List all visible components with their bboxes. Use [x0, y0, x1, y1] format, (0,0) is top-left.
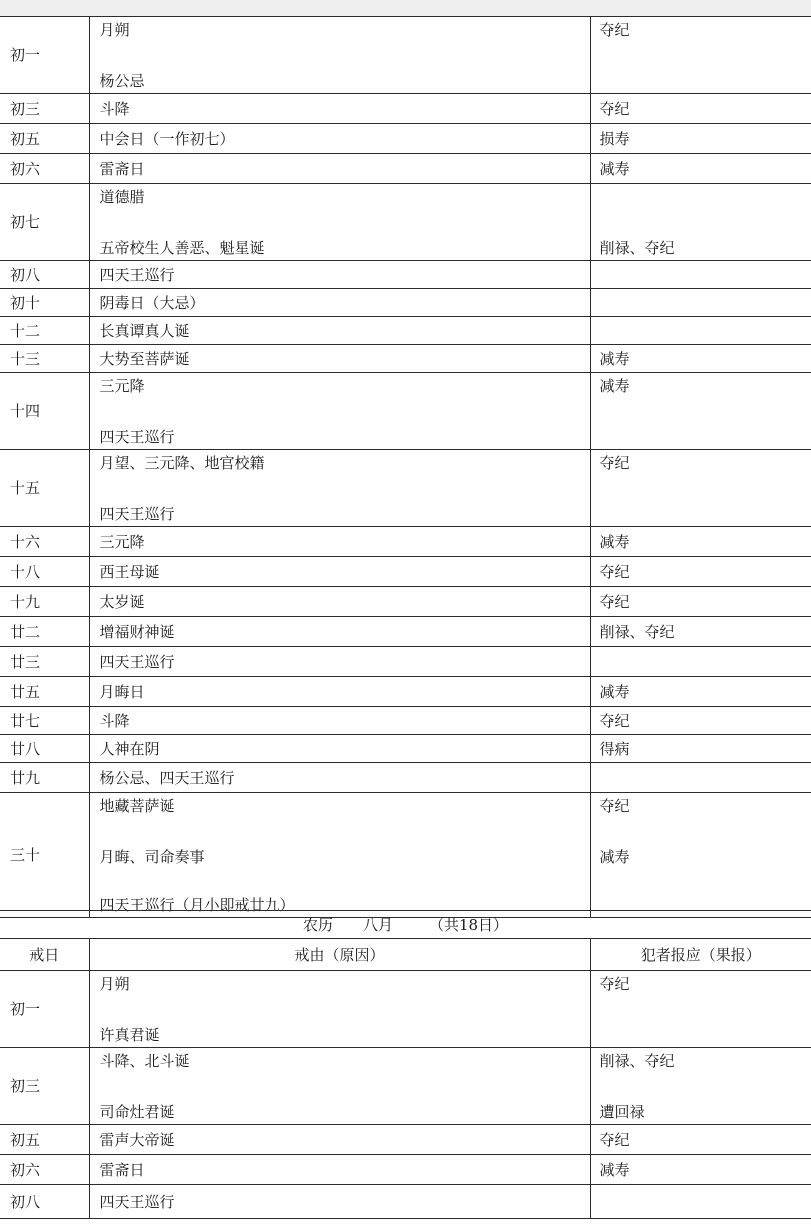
penalty-cell [590, 289, 811, 317]
penalty-line [600, 821, 811, 845]
day-cell: 廿三 [0, 647, 89, 677]
day-cell: 十八 [0, 557, 89, 587]
reason-line: 四天王巡行 [99, 265, 175, 284]
reason-line: 五帝校生人善恶、魁星诞 [99, 239, 265, 257]
reason-cell [89, 971, 590, 1048]
penalty-line [600, 69, 811, 93]
month-title-month: 八月 [362, 915, 393, 934]
penalty-line: 减寿 [599, 532, 630, 551]
table-row [0, 735, 811, 763]
penalty-cell [590, 793, 811, 918]
reason-cell [89, 557, 590, 587]
table-row [0, 261, 811, 289]
reason-line: 司命灶君诞 [99, 1103, 175, 1121]
precept-table-eighth-month [0, 910, 811, 1219]
penalty-cell [590, 677, 811, 707]
reason-line: 阴毒日（大忌） [99, 293, 205, 312]
penalty-cell [590, 317, 811, 345]
penalty-cell [590, 184, 811, 261]
penalty-line: 削禄、夺纪 [599, 239, 675, 257]
penalty-line [600, 999, 811, 1023]
penalty-cell [590, 707, 811, 735]
precept-table-prev-month [0, 16, 811, 918]
penalty-cell [590, 971, 811, 1048]
reason-line [100, 212, 590, 236]
penalty-line [600, 1023, 811, 1047]
penalty-line [600, 401, 811, 425]
table-row [0, 1048, 811, 1125]
reason-line: 四天王巡行 [99, 1192, 175, 1211]
penalty-cell [590, 735, 811, 763]
penalty-line [600, 478, 811, 502]
day-cell: 初三 [0, 1048, 89, 1125]
reason-line: 雷斋日 [99, 1160, 145, 1179]
reason-line: 四天王巡行 [99, 652, 175, 671]
penalty-cell [590, 1185, 811, 1219]
penalty-line: 夺纪 [599, 1130, 630, 1149]
day-cell: 十二 [0, 317, 89, 345]
table-row [0, 373, 811, 450]
table-row [0, 763, 811, 793]
reason-cell [89, 450, 590, 527]
reason-cell [89, 527, 590, 557]
penalty-line [600, 869, 811, 893]
table-row [0, 154, 811, 184]
penalty-line [600, 1186, 811, 1218]
reason-line: 西王母诞 [99, 562, 160, 581]
reason-cell [89, 289, 590, 317]
table-row [0, 677, 811, 707]
reason-line: 斗降、北斗诞 [99, 1052, 190, 1070]
penalty-line: 削禄、夺纪 [599, 1052, 675, 1070]
day-cell: 十三 [0, 345, 89, 373]
penalty-line [600, 45, 811, 69]
table-row [0, 707, 811, 735]
reason-line: 斗降 [99, 711, 130, 730]
reason-cell [89, 707, 590, 735]
day-cell: 初十 [0, 289, 89, 317]
reason-cell [89, 124, 590, 154]
header-day: 戒日 [0, 939, 89, 971]
penalty-cell [590, 94, 811, 124]
day-cell: 初一 [0, 17, 89, 94]
month-title-count: （共18日） [428, 915, 509, 934]
table-row [0, 345, 811, 373]
penalty-line [600, 262, 811, 288]
day-cell: 初三 [0, 94, 89, 124]
penalty-line: 削禄、夺纪 [599, 622, 675, 641]
day-cell: 十九 [0, 587, 89, 617]
day-cell: 初八 [0, 1185, 89, 1219]
day-cell: 廿九 [0, 763, 89, 793]
penalty-line [600, 648, 811, 676]
reason-line: 月朔 [99, 975, 130, 993]
table-row [0, 184, 811, 261]
penalty-line: 得病 [599, 739, 630, 758]
penalty-cell [590, 527, 811, 557]
penalty-line: 夺纪 [599, 975, 630, 993]
penalty-line: 夺纪 [599, 562, 630, 581]
table-row [0, 450, 811, 527]
reason-line: 月朔 [99, 21, 130, 39]
reason-cell [89, 1048, 590, 1125]
penalty-cell [590, 154, 811, 184]
day-cell: 初八 [0, 261, 89, 289]
penalty-line [600, 318, 811, 344]
reason-line: 杨公忌、四天王巡行 [99, 768, 235, 787]
penalty-line: 夺纪 [599, 592, 630, 611]
penalty-line: 损寿 [599, 129, 630, 148]
reason-line [100, 478, 590, 502]
table-row [0, 557, 811, 587]
reason-line: 道德腊 [99, 188, 145, 206]
day-cell: 初五 [0, 124, 89, 154]
day-cell: 十四 [0, 373, 89, 450]
penalty-cell [590, 1155, 811, 1185]
reason-line: 月晦、司命奏事 [99, 848, 205, 866]
reason-cell [89, 345, 590, 373]
reason-cell [89, 587, 590, 617]
table-row [0, 317, 811, 345]
penalty-cell [590, 345, 811, 373]
penalty-line [600, 290, 811, 316]
penalty-cell [590, 587, 811, 617]
penalty-line: 夺纪 [599, 21, 630, 39]
penalty-line [600, 764, 811, 792]
reason-cell [89, 677, 590, 707]
penalty-line [600, 502, 811, 526]
reason-cell [89, 154, 590, 184]
penalty-line [600, 184, 811, 212]
day-cell: 初六 [0, 154, 89, 184]
reason-line: 长真谭真人诞 [99, 321, 190, 340]
reason-line [100, 401, 590, 425]
penalty-line: 夺纪 [599, 454, 630, 472]
penalty-cell [590, 450, 811, 527]
table-row [0, 587, 811, 617]
penalty-cell [590, 557, 811, 587]
month-title [0, 911, 811, 939]
reason-line [100, 1076, 590, 1100]
table-row [0, 971, 811, 1048]
reason-line: 杨公忌 [99, 72, 145, 90]
table-row [0, 1125, 811, 1155]
penalty-line: 减寿 [599, 1160, 630, 1179]
reason-line: 地藏菩萨诞 [99, 797, 175, 815]
reason-line: 中会日（一作初七） [99, 129, 235, 148]
table-row [0, 94, 811, 124]
penalty-line: 遭回禄 [599, 1103, 645, 1121]
table-row [0, 617, 811, 647]
table-row [0, 1155, 811, 1185]
reason-line: 大势至菩萨诞 [99, 349, 190, 368]
day-cell: 廿五 [0, 677, 89, 707]
penalty-cell [590, 17, 811, 94]
reason-cell [89, 261, 590, 289]
table-row [0, 124, 811, 154]
penalty-line: 夺纪 [599, 99, 630, 118]
penalty-line: 减寿 [599, 848, 630, 866]
reason-line [100, 869, 590, 893]
table-row [0, 1185, 811, 1219]
reason-line: 四天王巡行 [99, 428, 175, 446]
day-cell: 廿二 [0, 617, 89, 647]
reason-cell [89, 373, 590, 450]
penalty-line [600, 212, 811, 236]
reason-line: 太岁诞 [99, 592, 145, 611]
month-title-row [0, 911, 811, 939]
header-reason: 戒由（原因） [89, 939, 590, 971]
reason-line: 雷声大帝诞 [99, 1130, 175, 1149]
table-row [0, 527, 811, 557]
penalty-cell [590, 763, 811, 793]
reason-cell [89, 617, 590, 647]
penalty-line [600, 425, 811, 449]
reason-line: 许真君诞 [99, 1026, 160, 1044]
reason-cell [89, 1155, 590, 1185]
penalty-line: 减寿 [599, 377, 630, 395]
reason-line [100, 999, 590, 1023]
day-cell: 初六 [0, 1155, 89, 1185]
table-row [0, 647, 811, 677]
day-cell: 十六 [0, 527, 89, 557]
penalty-line: 减寿 [599, 349, 630, 368]
reason-cell [89, 1185, 590, 1219]
reason-cell [89, 1125, 590, 1155]
reason-line: 四天王巡行 [99, 505, 175, 523]
table-row [0, 289, 811, 317]
penalty-cell [590, 617, 811, 647]
reason-line: 雷斋日 [99, 159, 145, 178]
reason-cell [89, 763, 590, 793]
penalty-line: 夺纪 [599, 711, 630, 730]
reason-line: 三元降 [99, 377, 145, 395]
reason-line [100, 45, 590, 69]
reason-line: 增福财神诞 [99, 622, 175, 641]
reason-line: 四天王巡行（月小即戒廿九） [99, 896, 295, 914]
reason-cell [89, 17, 590, 94]
day-cell: 十五 [0, 450, 89, 527]
table-row [0, 17, 811, 94]
penalty-line: 减寿 [599, 159, 630, 178]
reason-line: 斗降 [99, 99, 130, 118]
day-cell: 廿八 [0, 735, 89, 763]
penalty-cell [590, 1048, 811, 1125]
reason-line: 三元降 [99, 532, 145, 551]
penalty-line [600, 1076, 811, 1100]
penalty-cell [590, 124, 811, 154]
reason-line: 人神在阴 [99, 739, 160, 758]
top-strip [0, 0, 811, 17]
penalty-line: 夺纪 [599, 797, 630, 815]
reason-line: 月望、三元降、地官校籍 [99, 454, 265, 472]
reason-cell [89, 647, 590, 677]
day-cell: 初一 [0, 971, 89, 1048]
table-row [0, 793, 811, 918]
reason-cell [89, 793, 590, 918]
day-cell: 廿七 [0, 707, 89, 735]
header-row [0, 939, 811, 971]
reason-cell [89, 94, 590, 124]
reason-cell [89, 317, 590, 345]
penalty-cell [590, 261, 811, 289]
day-cell: 三十 [0, 793, 89, 918]
reason-line: 月晦日 [99, 682, 145, 701]
penalty-cell [590, 647, 811, 677]
reason-cell [89, 184, 590, 261]
header-penalty: 犯者报应（果报） [590, 939, 811, 971]
reason-cell [89, 735, 590, 763]
month-title-calendar: 农历 [302, 915, 333, 934]
day-cell: 初七 [0, 184, 89, 261]
penalty-cell [590, 1125, 811, 1155]
penalty-line: 减寿 [599, 682, 630, 701]
day-cell: 初五 [0, 1125, 89, 1155]
reason-line [100, 821, 590, 845]
penalty-cell [590, 373, 811, 450]
